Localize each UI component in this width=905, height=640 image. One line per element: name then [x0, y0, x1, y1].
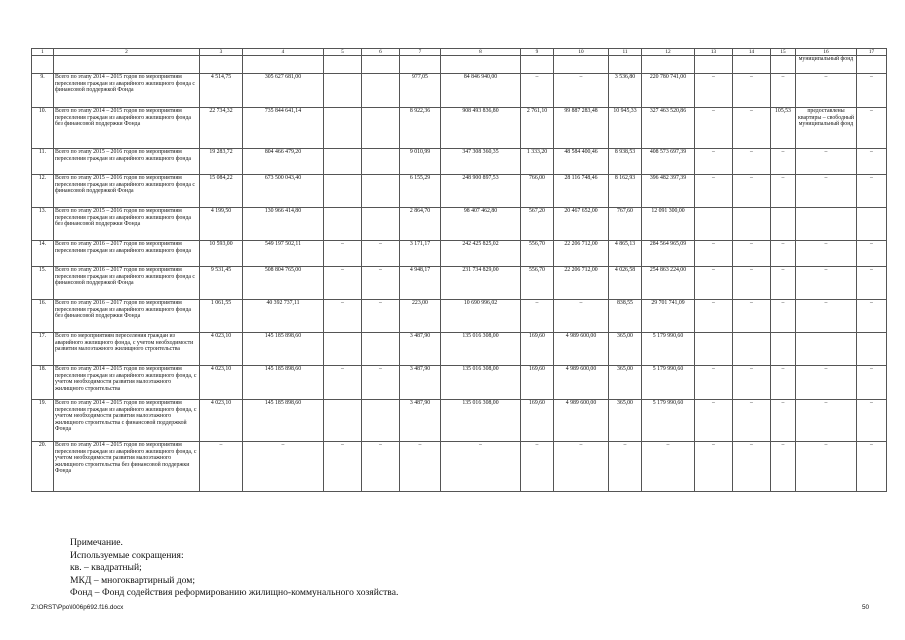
table-cell: –: [521, 442, 554, 492]
table-cell: –: [733, 175, 771, 208]
table-cell: [362, 149, 400, 175]
table-cell: 242 425 825,02: [441, 241, 521, 267]
notes-title: Примечание.: [70, 537, 123, 548]
table-cell: [695, 333, 733, 366]
column-number-12: 12: [642, 49, 695, 56]
table-cell: 98 407 462,80: [441, 208, 521, 241]
table-cell: 3 487,90: [400, 366, 441, 400]
table-cell: 231 734 829,00: [441, 267, 521, 300]
table-cell: 408 573 697,39: [642, 149, 695, 175]
table-row: [32, 56, 887, 74]
table-cell: 130 966 414,80: [243, 208, 324, 241]
table-cell: –: [771, 300, 796, 333]
table-cell: 4 989 600,00: [554, 366, 609, 400]
row-number-cell: 16.: [32, 300, 54, 333]
abbreviations-heading: Используемые сокращения:: [70, 549, 184, 561]
table-cell: 3 487,90: [400, 400, 441, 442]
table-cell: –: [733, 366, 771, 400]
row-description-cell: Всего по этапу 2016 – 2017 годов по мероприятиям переселения граждан из аварийного жилищного фонда без финансовой поддержки Фонда: [54, 300, 200, 333]
table-row: [32, 300, 887, 333]
table-cell: –: [733, 241, 771, 267]
table-cell: 365,00: [609, 400, 642, 442]
table-cell: 5 179 990,60: [642, 366, 695, 400]
table-cell: –: [324, 267, 362, 300]
row-number-cell: 19.: [32, 400, 54, 442]
table-cell: –: [857, 366, 887, 400]
table-cell: –: [733, 300, 771, 333]
table-cell: –: [362, 366, 400, 400]
table-cell: –: [857, 241, 887, 267]
row-description-cell: Всего по этапу 2014 – 2015 годов по мероприятиям переселения граждан из аварийного жилищного фонда с финансовой поддержкой Фонда: [54, 74, 200, 108]
column-number-1: 1: [32, 49, 54, 56]
table-row: [32, 175, 887, 208]
table-cell: 556,70: [521, 241, 554, 267]
row-description-cell: Всего по этапу 2016 – 2017 годов по мероприятиям переселения граждан из аварийного жилищного фонда: [54, 241, 200, 267]
table-cell: –: [796, 300, 857, 333]
table-cell: –: [857, 74, 887, 108]
row-number-cell: 10.: [32, 108, 54, 149]
column-number-4: 4: [243, 49, 324, 56]
table-cell: –: [695, 300, 733, 333]
table-cell: 105,53: [771, 108, 796, 149]
table-cell: 135 016 308,00: [441, 400, 521, 442]
table-cell: –: [243, 442, 324, 492]
table-cell: [733, 208, 771, 241]
row-description-cell: Всего по этапу 2015 – 2016 годов по мероприятиям переселения граждан из аварийного жилищного фонда с финансовой поддержкой Фонда: [54, 175, 200, 208]
table-cell: –: [695, 366, 733, 400]
table-cell: 977,05: [400, 74, 441, 108]
table-cell: 8 162,93: [609, 175, 642, 208]
table-cell: –: [857, 175, 887, 208]
table-cell: –: [733, 442, 771, 492]
table-cell: 99 887 283,48: [554, 108, 609, 149]
row-description-cell: Всего по этапу 2014 – 2015 годов по мероприятиям переселения граждан из аварийного жилищного фонда без финансовой поддержки Фонда: [54, 108, 200, 149]
table-cell: 3 171,17: [400, 241, 441, 267]
table-cell: [554, 56, 609, 74]
table-cell: 145 185 898,60: [243, 400, 324, 442]
table-cell: 556,70: [521, 267, 554, 300]
table-cell: [324, 108, 362, 149]
column-number-11: 11: [609, 49, 642, 56]
table-cell: –: [771, 175, 796, 208]
table-row: [32, 366, 887, 400]
table-cell: 2 761,10: [521, 108, 554, 149]
table-cell: 673 500 043,40: [243, 175, 324, 208]
table-cell: 4 199,50: [200, 208, 243, 241]
table-cell: –: [324, 300, 362, 333]
abbreviation-line: Фонд – Фонд содействия реформированию жилищно-коммунального хозяйства.: [70, 587, 399, 599]
table-row: [32, 241, 887, 267]
table-cell: [200, 56, 243, 74]
column-number-10: 10: [554, 49, 609, 56]
table-cell: –: [362, 241, 400, 267]
table-cell: 10 593,00: [200, 241, 243, 267]
table-cell: –: [695, 175, 733, 208]
column-number-17: 17: [857, 49, 887, 56]
table-cell: 365,00: [609, 366, 642, 400]
row-number-cell: 20.: [32, 442, 54, 492]
table-row: [32, 267, 887, 300]
table-cell: 567,20: [521, 208, 554, 241]
table-cell: –: [771, 74, 796, 108]
table-cell: 29 701 741,09: [642, 300, 695, 333]
row-number-cell: 17.: [32, 333, 54, 366]
table-cell: 5 179 990,60: [642, 400, 695, 442]
table-cell: –: [695, 149, 733, 175]
table-cell: 169,60: [521, 366, 554, 400]
table-cell: 10 945,33: [609, 108, 642, 149]
table-cell: 48 584 400,46: [554, 149, 609, 175]
column-number-3: 3: [200, 49, 243, 56]
table-cell: 804 466 479,20: [243, 149, 324, 175]
column-number-16: 16: [796, 49, 857, 56]
table-cell: 327 463 520,86: [642, 108, 695, 149]
column-number-14: 14: [733, 49, 771, 56]
table-cell: 223,00: [400, 300, 441, 333]
table-cell: –: [771, 267, 796, 300]
table-cell: –: [857, 267, 887, 300]
table-cell: 12 091 300,00: [642, 208, 695, 241]
table-cell: [362, 74, 400, 108]
table-cell: –: [695, 400, 733, 442]
table-cell: 4 023,10: [200, 366, 243, 400]
table-cell: 6 155,29: [400, 175, 441, 208]
row-description-cell: Всего по этапу 2016 – 2017 годов по мероприятиям переселения граждан из аварийного жилищного фонда с финансовой поддержкой Фонда: [54, 267, 200, 300]
table-cell: 305 627 681,00: [243, 74, 324, 108]
table-cell: 735 844 641,14: [243, 108, 324, 149]
table-cell: 19 283,72: [200, 149, 243, 175]
column-number-row: [32, 49, 887, 56]
table-cell: [362, 108, 400, 149]
table-cell: [243, 56, 324, 74]
row-description-cell: [54, 56, 200, 74]
table-cell: –: [695, 74, 733, 108]
row-description-cell: Всего по мероприятиям переселения граждан из аварийного жилищного фонда, с учетом необходимости развития малоэтажного жилищного строительства: [54, 333, 200, 366]
table-cell: –: [521, 74, 554, 108]
table-cell: 145 185 898,60: [243, 366, 324, 400]
table-row: [32, 108, 887, 149]
table-row: [32, 442, 887, 492]
column-number-5: 5: [324, 49, 362, 56]
table-cell: 508 804 765,00: [243, 267, 324, 300]
table-cell: 84 846 940,00: [441, 74, 521, 108]
table-cell: 9 010,99: [400, 149, 441, 175]
table-row: [32, 74, 887, 108]
table-cell: –: [796, 74, 857, 108]
table-cell: [771, 208, 796, 241]
table-cell: –: [554, 442, 609, 492]
table-cell: –: [200, 442, 243, 492]
table-cell: –: [554, 300, 609, 333]
row-description-cell: Всего по этапу 2014 – 2015 годов по мероприятиям переселения граждан из аварийного жилищного фонда, с учетом необходимости развития малоэтажного жилищного строительства с финансовой поддержкой Фонда: [54, 400, 200, 442]
footer-file-path: Z:\ORST\Ppo\l006p692.f16.docx: [31, 604, 124, 611]
table-cell: [362, 400, 400, 442]
table-cell: –: [796, 175, 857, 208]
table-cell: 4 989 600,00: [554, 333, 609, 366]
table-cell: [796, 208, 857, 241]
table-cell: 22 734,32: [200, 108, 243, 149]
table-cell: 4 026,58: [609, 267, 642, 300]
table-cell: 284 564 965,09: [642, 241, 695, 267]
table-cell: 4 989 600,00: [554, 400, 609, 442]
table-cell: 135 016 308,00: [441, 366, 521, 400]
table-cell: –: [324, 241, 362, 267]
table-cell: 22 206 712,00: [554, 267, 609, 300]
data-table: [31, 48, 887, 492]
abbreviation-line: МКД – многоквартирный дом;: [70, 574, 196, 586]
row-number-cell: 12.: [32, 175, 54, 208]
column-number-13: 13: [695, 49, 733, 56]
table-cell: [857, 208, 887, 241]
table-cell: 220 780 741,00: [642, 74, 695, 108]
table-cell: 248 900 897,53: [441, 175, 521, 208]
row-number-cell: 18.: [32, 366, 54, 400]
table-body: [32, 56, 887, 492]
table-cell: –: [362, 267, 400, 300]
table-cell: 8 938,53: [609, 149, 642, 175]
table-cell: 4 948,17: [400, 267, 441, 300]
table-cell: [857, 333, 887, 366]
table-cell: –: [441, 442, 521, 492]
column-number-7: 7: [400, 49, 441, 56]
table-cell: –: [857, 442, 887, 492]
table-cell: –: [733, 149, 771, 175]
table-cell: –: [771, 366, 796, 400]
table-cell: [324, 149, 362, 175]
row-number-cell: 11.: [32, 149, 54, 175]
table-cell: –: [771, 241, 796, 267]
table-cell: предоставлены квартиры – свободный муниципальный фонд: [796, 108, 857, 149]
table-cell: –: [695, 241, 733, 267]
table-cell: –: [362, 442, 400, 492]
table-cell: 9 531,45: [200, 267, 243, 300]
table-cell: [362, 208, 400, 241]
table-cell: 22 206 712,00: [554, 241, 609, 267]
table-cell: 767,60: [609, 208, 642, 241]
table-cell: 169,60: [521, 400, 554, 442]
table-cell: 145 185 898,60: [243, 333, 324, 366]
table-cell: 1 333,20: [521, 149, 554, 175]
column-number-9: 9: [521, 49, 554, 56]
table-cell: [521, 56, 554, 74]
table-cell: [609, 56, 642, 74]
table-cell: –: [796, 366, 857, 400]
table-cell: –: [796, 149, 857, 175]
table-cell: 254 863 224,00: [642, 267, 695, 300]
table-cell: –: [642, 442, 695, 492]
table-cell: 3 536,80: [609, 74, 642, 108]
table-cell: [733, 333, 771, 366]
table-cell: 1 061,55: [200, 300, 243, 333]
table-cell: –: [796, 400, 857, 442]
table-cell: [324, 208, 362, 241]
table-cell: [324, 74, 362, 108]
abbreviation-line: кв. – квадратный;: [70, 562, 142, 574]
table-cell: 5 179 990,60: [642, 333, 695, 366]
table-cell: 2 864,70: [400, 208, 441, 241]
table-cell: –: [857, 108, 887, 149]
table-cell: –: [796, 442, 857, 492]
table-cell: –: [796, 267, 857, 300]
column-number-15: 15: [771, 49, 796, 56]
column-number-6: 6: [362, 49, 400, 56]
table-cell: [362, 333, 400, 366]
table-cell: [400, 56, 441, 74]
table-cell: [324, 56, 362, 74]
table-cell: 4 865,13: [609, 241, 642, 267]
table-cell: 365,00: [609, 333, 642, 366]
table-cell: 135 016 308,00: [441, 333, 521, 366]
row-description-cell: Всего по этапу 2015 – 2016 годов по мероприятиям переселения граждан из аварийного жилищного фонда без финансовой поддержки Фонда: [54, 208, 200, 241]
table-cell: –: [695, 267, 733, 300]
table-cell: [362, 56, 400, 74]
table-cell: 766,00: [521, 175, 554, 208]
row-description-cell: Всего по этапу 2014 – 2015 годов по мероприятиям переселения граждан из аварийного жилищного фонда, с учетом необходимости развития малоэтажного жилищного строительства без финансовой поддержки Фонда: [54, 442, 200, 492]
row-number-cell: [32, 56, 54, 74]
row-description-cell: Всего по этапу 2014 – 2015 годов по мероприятиям переселения граждан из аварийного жилищного фонда, с учетом необходимости развития малоэтажного жилищного строительства: [54, 366, 200, 400]
table-row: [32, 333, 887, 366]
table-row: [32, 208, 887, 241]
table-cell: –: [857, 149, 887, 175]
table-cell: –: [733, 400, 771, 442]
table-cell: –: [796, 241, 857, 267]
table-cell: 40 392 737,11: [243, 300, 324, 333]
table-cell: –: [733, 74, 771, 108]
table-cell: [771, 333, 796, 366]
table-cell: –: [695, 442, 733, 492]
table-cell: [441, 56, 521, 74]
table-cell: 28 116 748,46: [554, 175, 609, 208]
table-cell: –: [554, 74, 609, 108]
table-cell: [695, 208, 733, 241]
table-cell: –: [521, 300, 554, 333]
table-cell: –: [733, 267, 771, 300]
table-cell: –: [324, 366, 362, 400]
table-cell: [771, 56, 796, 74]
row-number-cell: 13.: [32, 208, 54, 241]
table-cell: 908 493 836,80: [441, 108, 521, 149]
table-cell: [324, 175, 362, 208]
table-cell: 15 084,22: [200, 175, 243, 208]
table-cell: 169,60: [521, 333, 554, 366]
table-cell: –: [695, 108, 733, 149]
table-cell: –: [324, 442, 362, 492]
table-cell: [324, 400, 362, 442]
table-cell: [857, 56, 887, 74]
table-cell: –: [362, 300, 400, 333]
table-cell: муниципальный фонд: [796, 56, 857, 74]
table-cell: –: [771, 400, 796, 442]
table-cell: –: [857, 400, 887, 442]
table-cell: [324, 333, 362, 366]
table-cell: 838,55: [609, 300, 642, 333]
table-cell: 396 482 397,39: [642, 175, 695, 208]
table-cell: [733, 56, 771, 74]
table-cell: 20 467 652,00: [554, 208, 609, 241]
table-row: [32, 149, 887, 175]
table-cell: –: [733, 108, 771, 149]
table-cell: 8 922,36: [400, 108, 441, 149]
row-number-cell: 9.: [32, 74, 54, 108]
footer-page-number: 50: [862, 604, 870, 611]
column-number-2: 2: [54, 49, 200, 56]
table-cell: 10 690 996,02: [441, 300, 521, 333]
table-cell: [796, 333, 857, 366]
table-cell: –: [400, 442, 441, 492]
table-cell: [362, 175, 400, 208]
table-cell: 347 308 360,35: [441, 149, 521, 175]
table-cell: –: [771, 442, 796, 492]
row-number-cell: 15.: [32, 267, 54, 300]
table-cell: –: [857, 300, 887, 333]
column-number-8: 8: [441, 49, 521, 56]
table-cell: [642, 56, 695, 74]
table-cell: –: [609, 442, 642, 492]
table-row: [32, 400, 887, 442]
table-cell: –: [771, 149, 796, 175]
table-cell: 549 197 502,11: [243, 241, 324, 267]
table-cell: 4 023,10: [200, 400, 243, 442]
table-cell: 3 487,90: [400, 333, 441, 366]
notes-block: [70, 537, 398, 600]
row-description-cell: Всего по этапу 2015 – 2016 годов по мероприятиям переселения граждан из аварийного жилищного фонда: [54, 149, 200, 175]
table-cell: 4 514,75: [200, 74, 243, 108]
table-cell: 4 023,10: [200, 333, 243, 366]
row-number-cell: 14.: [32, 241, 54, 267]
table-cell: [695, 56, 733, 74]
